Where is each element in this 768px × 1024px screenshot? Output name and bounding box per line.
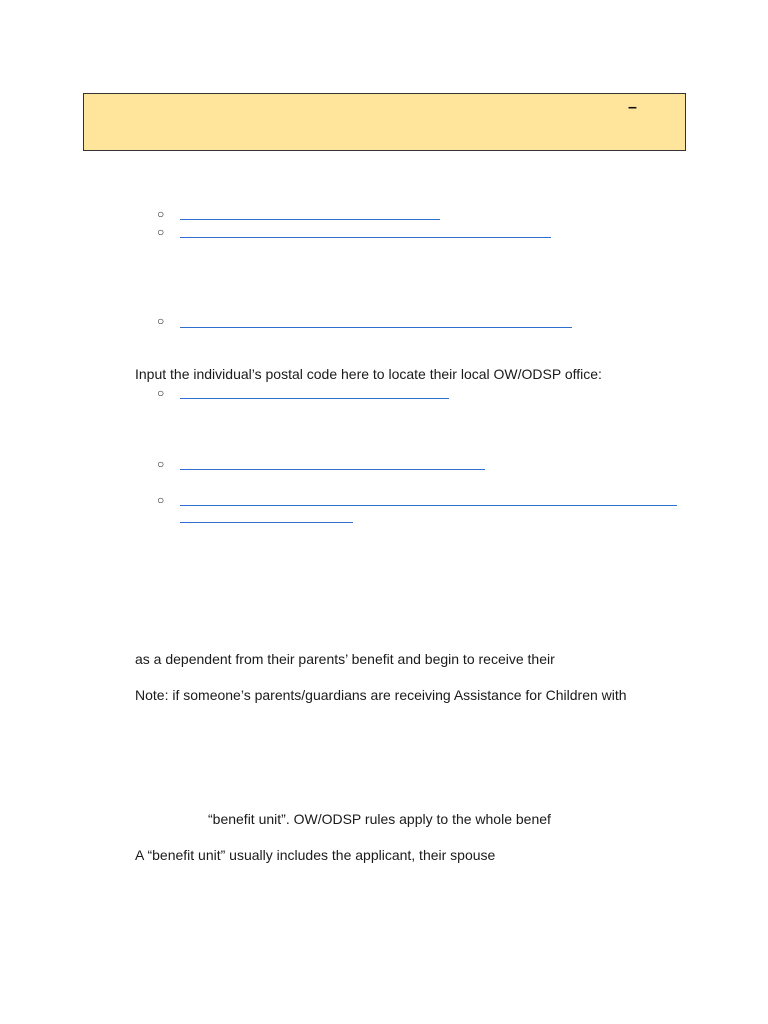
postal-code-instruction: Input the individual’s postal code here to locate their local OW/ODSP office: [135,366,602,382]
link-5-line-2[interactable] [180,522,353,523]
link-4[interactable] [180,469,485,470]
dependent-text: as a dependent from their parents’ benefit and begin to receive their [135,651,555,667]
banner-dash: – [628,99,637,116]
office-locator-link[interactable] [180,398,449,399]
bullet-icon: ○ [157,207,165,221]
link-1[interactable] [180,219,440,220]
bullet-icon: ○ [157,314,165,328]
link-5-line-1[interactable] [180,505,677,506]
bullet-icon: ○ [157,493,165,507]
link-2[interactable] [180,237,551,238]
bullet-icon: ○ [157,386,165,400]
note-text: Note: if someone’s parents/guardians are receiving Assistance for Children with [135,687,627,703]
header-banner [83,93,686,151]
link-3[interactable] [180,327,572,328]
bullet-icon: ○ [157,457,165,471]
bullet-icon: ○ [157,225,165,239]
benefit-unit-definition-text: A “benefit unit” usually includes the applicant, their spouse [135,847,496,863]
benefit-unit-rule-text: “benefit unit”. OW/ODSP rules apply to the whole benef [208,811,551,827]
